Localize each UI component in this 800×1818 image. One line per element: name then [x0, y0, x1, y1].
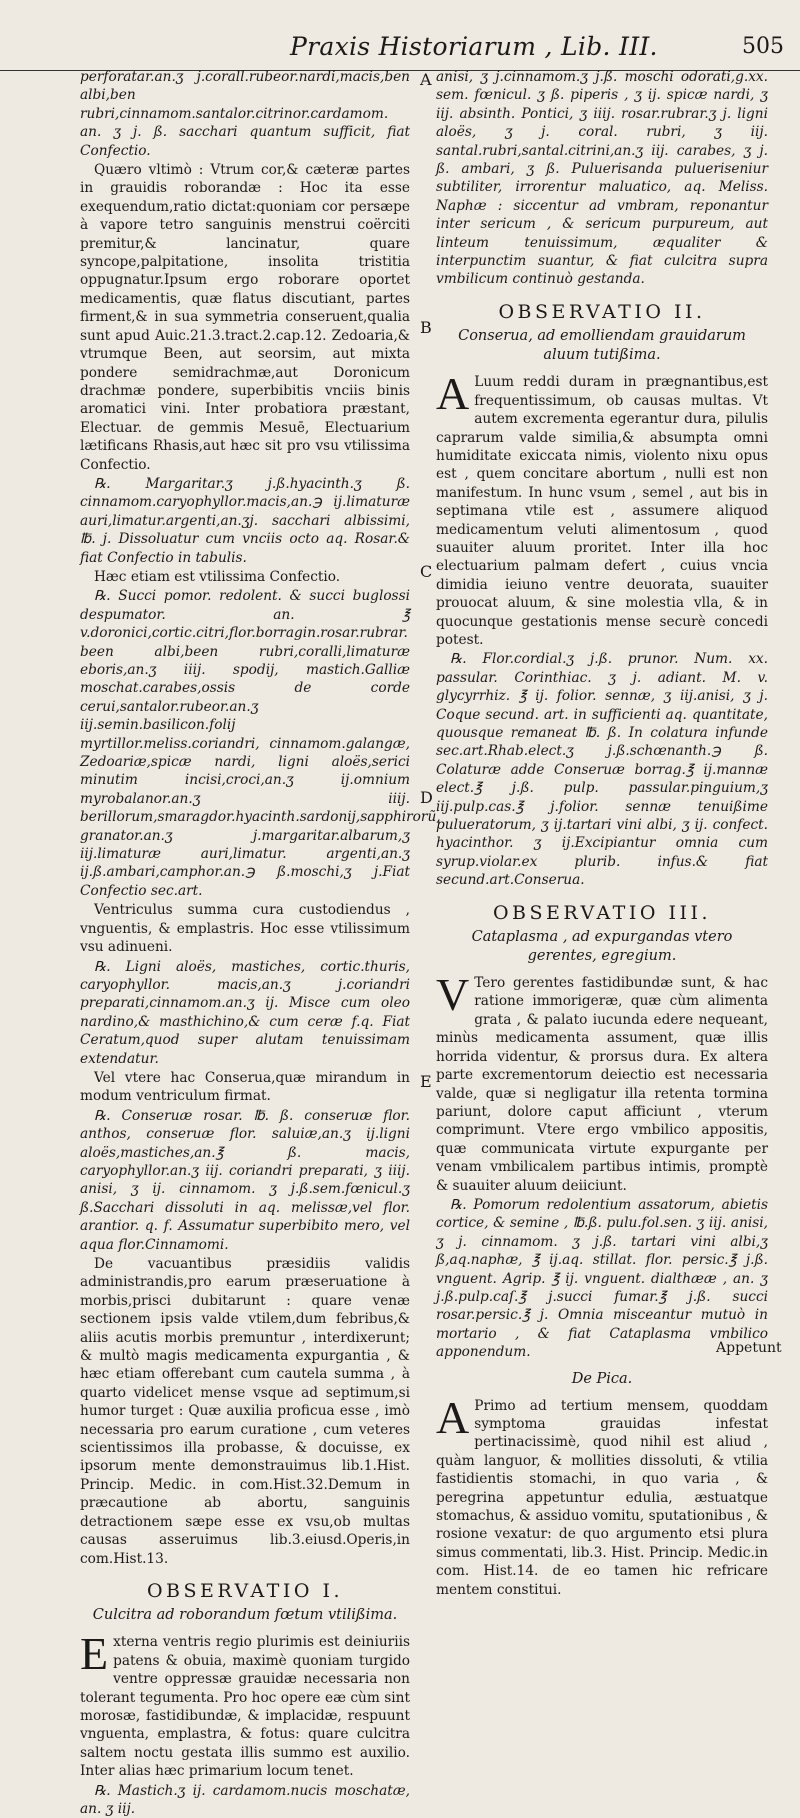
page-number: 505	[742, 34, 784, 59]
recipe-paragraph: ℞. Succi pomor. redolent. & succi buglossi despumator. an. ℥ v.doronici,cortic.citri,flor.borragin.rosar.rubrar. been albi,been rubri,coralli,limaturæ eboris,an.ʒ iiij. spodij, mastich.Galliæ moschat.carabes,ossis de corde cerui,santalor.rubeor.an.ʒ iij.semin.basilicon.folij myrtillor.meliss.coriandri, cinnamom.galangæ, Zedoariæ,spicæ nardi, ligni aloës,serici minutim incisi,croci,an.ʒ ij.omnium myrobalanor.an.ʒ iiij. berillorum,smaragdor.hyacinth.sardonij,sapphirorũ, granator.an.ʒ j.margaritar.albarum,ʒ iij.limaturæ auri,limatur. argenti,an.ʒ ij.ß.ambari,camphor.an.℈ ß.moschi,ʒ j.Fiat Confectio sec.art.	[80, 588, 441, 899]
observation-subtitle: Culcitra ad roborandum fœtum vtilißima.	[92, 1607, 398, 1624]
recipe-paragraph: ℞. Ligni aloës, mastiches, cortic.thuris, caryophyllor. macis,an.ʒ j.coriandri preparati,cinnamom.an.ʒ ij. Misce cum oleo nardino,& masthichino,& cum ceræ f.q. Fiat Ceratum,quod super alutam tenuissimam extendatur.	[80, 958, 410, 1067]
observation-title: OBSERVATIO I.	[146, 1579, 343, 1602]
right-column	[436, 68, 768, 1598]
recipe-paragraph: ℞. Conseruæ rosar. ℔. ß. conseruæ flor. anthos, conseruæ flor. saluiæ,an.ʒ ij.ligni aloës,mastiches,an.℥ ß. macis, caryophyllor.an.ʒ iij. coriandri preparati, ʒ iiij. anisi, ʒ ij. cinnamom. ʒ j.ß.sem.fœnicul.ʒ ß.Sacchari dissoluti in aq. melissæ,vel flor. arantior. q. f. Assumatur superbibito mero, vel aqua flor.Cinnamomi.	[80, 1107, 410, 1253]
recipe-paragraph: ℞. Flor.cordial.ʒ j.ß. prunor. Num. xx. passular. Corinthiac. ʒ j. adiant. M. v. glycyrrhiz. ℥ ij. folior. sennæ, ʒ iij.anisi, ʒ j. Coque secund. art. in sufficienti aq. quantitate, quousque remaneat ℔. ß. In colatura infunde sec.art.Rhab.elect.ʒ j.ß.schœnanth.℈ ß. Colaturæ adde Conseruæ borrag.℥ ij.mannæ elect.℥ j.ß. pulp. passular.pinguium,ʒ iij.pulp.cas.℥ j.folior. sennæ tenuißime pulueratorum, ʒ ij.tartari vini albi, ʒ ij. confect. hyacinthor. ʒ ij.Excipiantur omnia cum syrup.violar.ex plurib. infus.& fiat secund.art.Conserua.	[436, 651, 768, 889]
running-title: Praxis Historiarum , Lib. III.	[290, 32, 658, 61]
paragraph: perforatar.an.ʒ j.corall.rubeor.nardi,macis,ben albi,ben rubri,cinnamom.santalor.citrinor.cardamom. an. ʒ j. ß. sacchari quantum sufficit, fiat Confectio.	[80, 69, 410, 159]
recipe-paragraph: ℞. Pomorum redolentium assatorum, abietis cortice, & semine , ℔.ß. pulu.fol.sen. ʒ iij. anisi, ʒ j. cinnamom. ʒ j.ß. tartari vini albi,ʒ ß,aq.naphæ, ℥ ij.aq. stillat. flor. persic.℥ j.ß. vnguent. Agrip. ℥ ij. vnguent. dialthææ , an. ʒ j.ß.pulp.caſ.℥ j.succi fumar.℥ j.ß. succi rosar.persic.℥ j. Omnia misceantur mutuò in mortario , & fiat Cataplasma vmbilico apponendum.	[436, 1196, 768, 1361]
observation-title: OBSERVATIO III.	[492, 901, 712, 924]
recipe-paragraph: ℞. Margaritar.ʒ j.ß.hyacinth.ʒ ß. cinnamom.caryophyllor.macis,an.℈ ij.limaturæ auri,limatur.argenti,an.ʒj. sacchari albissimi, ℔. j. Dissoluatur cum vnciis octo aq. Rosar.& fiat Confectio in tabulis.	[80, 475, 410, 566]
section-title: De Pica.	[571, 1370, 633, 1387]
page-header	[0, 30, 800, 71]
drop-cap: E	[80, 1628, 109, 1680]
paragraph	[436, 969, 768, 1195]
drop-cap: A	[436, 368, 470, 420]
drop-cap: V	[436, 969, 470, 1021]
paragraph: Quæro vltimò : Vtrum cor,& cæteræ partes in grauidis roborandæ : Hoc ita esse exequendum,ratio dictat:quoniam cor persæpe à vapore tetro sanguinis menstrui coërciti premitur,& lancinatur, quare syncope,palpitatione, insolita tristitia oppugnatur.Ipsum ergo roborare oportet medicamentis, quæ flatus discutiant, partes firment,& in sua symmetria conseruent,qualia sunt apud Auic.21.3.tract.2.cap.12. Zedoaria,& vtrumque Been, aut seorsim, aut mixta pondere semidrachmæ,aut Doronicum drachmæ pondere, superbibitis vnciis binis aromatici vini. Inter probatiora præstant, Electuar. de gemmis Mesuē, Electuarium lætificans Rhasis,aut hæc sit pro vsu vtilissima Confectio.	[80, 162, 410, 473]
paragraph	[436, 1391, 768, 1599]
observation-title: OBSERVATIO II.	[498, 300, 706, 323]
recipe-paragraph: ℞. Mastich.ʒ ij. cardamom.nucis moschatæ, an. ʒ iij.	[80, 1782, 410, 1817]
catchword: Appetunt	[716, 1340, 782, 1356]
paragraph: Vel vtere hac Conserua,quæ mirandum in modum ventriculum firmat.	[80, 1069, 410, 1105]
paragraph: De vacuantibus præsidiis validis administrandis,pro earum præseruatione à morbis,prisci dubitarunt : quare venæ sectionem ipsis valde vtilem,dum febribus,& aliis acutis morbis premuntur , interdixerunt; & multò magis medicamenta expurgantia , & hæc etiam offerebant cum cautela summa , à quarto videlicet mense vsque ad septimum,si humor turget : Quæ auxilia proficua esse , imò necessaria pro earum curatione , cum veteres scientissimos illa probasse, & docuisse, ex ipsorum mente demonstrauimus lib.1.Hist. Princip. Medic. in com.Hist.32.Demum in præcautione ab abortu, sanguinis detractionem sæpe esse ex vsu,ob multas causas asseruimus lib.3.eiusd.Operis,in com.Hist.13.	[80, 1256, 410, 1567]
paragraph-text: xterna ventris regio plurimis est deiniuriis patens & obuia, maximè quoniam turgido ventre oppressæ grauidæ necessaria non tolerant tegumenta. Pro hoc opere eæ cùm sint morosæ, fastidibundæ, & implacidæ, respuunt vnguenta, emplastra, & fotus: quare culcitra saltem noctu gestata illis summo est auxilio. Inter alias hæc primarium locum tenet.	[80, 1634, 410, 1780]
paragraph-text: Tero gerentes fastidibundæ sunt, & hac ratione immorigeræ, quæ cùm alimenta grata , & palato iucunda edere nequeant, minùs medicamenta assument, quæ illis horrida videntur, & prorsus dura. Ex altera parte excrementorum deiectio est necessaria valde, quæ si negligatur illa retenta tormina pariunt, dolore caput afficiunt , vterum comprimunt. Vtere ergo vmbilico appositis, quæ communicata virtute expurgante per venam vmbilicalem partibus intimis, promptè & suauiter aluum deiiciunt.	[436, 975, 768, 1194]
paragraph	[436, 368, 768, 649]
left-column	[80, 68, 441, 1817]
margin-letter-e: E	[420, 1072, 432, 1091]
margin-letter-c: C	[420, 562, 433, 581]
drop-cap: A	[436, 1391, 470, 1443]
paragraph-text: Luum reddi duram in prægnantibus,est frequentissimum, ob causas multas. Vt autem excrementa egerantur dura, pilulis caprarum valde similia,& absumpta omni humiditate exiccata nimis, violento nixu opus est , quem concitare abortum , nulli est non manifestum. In hunc vsum , semel , aut bis in septimana vtile est , assumere aliquod medicamentum veluti alimentosum , quod suauiter aluum proritet. Inter illa hoc electuarium palmam defert , cuius vncia dimidia ieiuno ventre deuorata, suauiter prouocat aluum, & sine molestia vlla, & in quocunque gestationis mense securè concedi potest.	[436, 374, 768, 648]
observation-subtitle: Cataplasma , ad expurgandas vtero gerentes, egregium.	[471, 929, 733, 965]
recipe-paragraph: anisi, ʒ j.cinnamom.ʒ j.ß. moschi odorati,g.xx. sem. fœnicul. ʒ ß. piperis , ʒ ij. spicæ nardi, ʒ iij. absinth. Pontici, ʒ iiij. rosar.rubrar.ʒ j. ligni aloës, ʒ j. coral. rubri, ʒ iij. santal.rubri,santal.citrini,an.ʒ iij. carabes, ʒ j. ß. ambari, ʒ ß. Puluerisanda pulueriseniur subtiliter, irrorentur maluatico, aq. Meliss. Naphæ : siccentur ad vmbram, reponantur inter sericum , & sericum purpureum, aut linteum tenuissimum, æqualiter & interpunctim suantur, & fiat culcitra supra vmbilicum continuò gestanda.	[436, 69, 768, 288]
paragraph: Hæc etiam est vtilissima Confectio.	[94, 568, 341, 585]
margin-letter-a: A	[420, 70, 432, 89]
margin-letter-b: B	[420, 318, 432, 337]
paragraph	[80, 1628, 410, 1780]
paragraph: Ventriculus summa cura custodiendus , vnguentis, & emplastris. Hoc esse vtilissimum vsu adinueni.	[80, 902, 410, 956]
observation-subtitle: Conserua, ad emolliendam grauidarum aluum tutißima.	[458, 328, 746, 364]
margin-letter-d: D	[420, 788, 433, 807]
paragraph-text: Primo ad tertium mensem, quoddam symptoma grauidas infestat pertinacissimè, quod nihil est aliud , quàm languor, & mollities dissoluti, & vtilia fastidientis stomachi, in quo varia , & peregrina appetuntur edulia, æstuatque stomachus, & assiduo vomitu, sputationibus , & rosione vexatur: de quo argumento etsi plura simus commentati, lib.3. Hist. Princip. Medic.in com. Hist.14. de eo tamen hic refricare mentem constitui.	[436, 1397, 768, 1598]
